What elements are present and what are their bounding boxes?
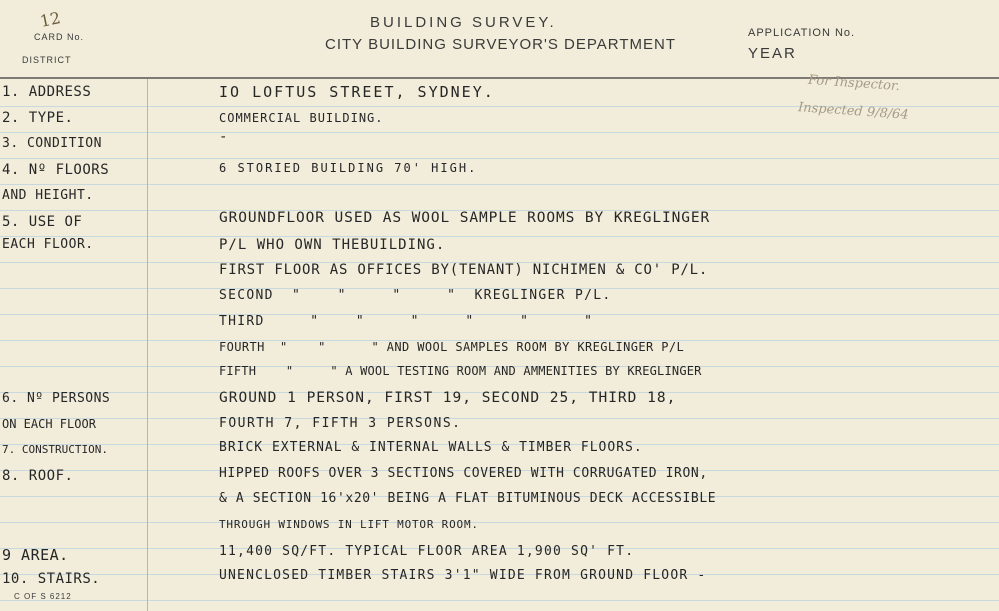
entry-use-first: FIRST FLOOR AS OFFICES BY(TENANT) NICHIMEN & CO' P/L. <box>219 262 709 278</box>
entry-area: 11,400 SQ/FT. TYPICAL FLOOR AREA 1,900 SQ' FT. <box>219 544 635 559</box>
label-persons: 6. Nº PERSONS <box>2 391 111 406</box>
entry-address: IO LOFTUS STREET, SYDNEY. <box>219 83 495 101</box>
card-header <box>0 0 999 80</box>
inspector-note: For Inspector. <box>807 72 901 95</box>
label-use-of: 5. USE OF <box>2 214 83 230</box>
entry-use-second: SECOND " " " " KREGLINGER P/L. <box>219 288 612 303</box>
entry-roof-1: HIPPED ROOFS OVER 3 SECTIONS COVERED WITH CORRUGATED IRON, <box>219 466 708 481</box>
district-label: DISTRICT <box>22 55 72 65</box>
form-number: C OF S 6212 <box>14 592 72 601</box>
label-area: 9 AREA. <box>2 546 69 564</box>
card-number-scribble: 12 <box>38 8 63 31</box>
label-roof: 8. ROOF. <box>2 468 74 484</box>
label-condition: 3. CONDITION <box>2 136 102 151</box>
label-column-divider <box>147 79 148 611</box>
entry-construction: BRICK EXTERNAL & INTERNAL WALLS & TIMBER FLOORS. <box>219 440 643 455</box>
label-height: AND HEIGHT. <box>2 188 94 203</box>
card-no-label: CARD No. <box>34 32 85 42</box>
inspected-note: Inspected 9/8/64 <box>797 100 910 123</box>
department-title: CITY BUILDING SURVEYOR'S DEPARTMENT <box>325 36 676 53</box>
label-address: 1. ADDRESS <box>2 84 92 100</box>
entry-condition: - <box>219 129 229 145</box>
entry-use-third: THIRD " " " " " " <box>219 314 594 329</box>
entry-stairs: UNENCLOSED TIMBER STAIRS 3'1" WIDE FROM GROUND FLOOR - <box>219 568 707 583</box>
year-label: YEAR <box>748 45 797 62</box>
label-each-floor: EACH FLOOR. <box>2 237 94 252</box>
label-type: 2. TYPE. <box>2 110 74 126</box>
label-stairs: 10. STAIRS. <box>2 571 101 587</box>
label-on-each-floor: ON EACH FLOOR <box>2 417 96 431</box>
entry-type: COMMERCIAL BUILDING. <box>219 111 384 125</box>
entry-persons-2: FOURTH 7, FIFTH 3 PERSONS. <box>219 416 462 431</box>
entry-use-fourth: FOURTH " " " AND WOOL SAMPLES ROOM BY KREGLINGER P/L <box>219 340 685 354</box>
entry-use-ground: GROUNDFLOOR USED AS WOOL SAMPLE ROOMS BY KREGLINGER <box>219 210 711 226</box>
entry-persons-1: GROUND 1 PERSON, FIRST 19, SECOND 25, THIRD 18, <box>219 390 677 406</box>
label-floors: 4. Nº FLOORS <box>2 162 110 178</box>
application-no-label: APPLICATION No. <box>748 27 856 39</box>
survey-title: BUILDING SURVEY. <box>370 14 557 31</box>
label-construction: 7. CONSTRUCTION. <box>2 443 108 456</box>
entry-roof-3: THROUGH WINDOWS IN LIFT MOTOR ROOM. <box>219 518 479 531</box>
entry-floors-height: 6 STORIED BUILDING 70' HIGH. <box>219 161 478 175</box>
entry-use-fifth: FIFTH " " A WOOL TESTING ROOM AND AMMENITIES BY KREGLINGER <box>219 364 702 378</box>
entry-roof-2: & A SECTION 16'x20' BEING A FLAT BITUMINOUS DECK ACCESSIBLE <box>219 491 717 506</box>
entry-use-ground-cont: P/L WHO OWN THEBUILDING. <box>219 237 446 253</box>
